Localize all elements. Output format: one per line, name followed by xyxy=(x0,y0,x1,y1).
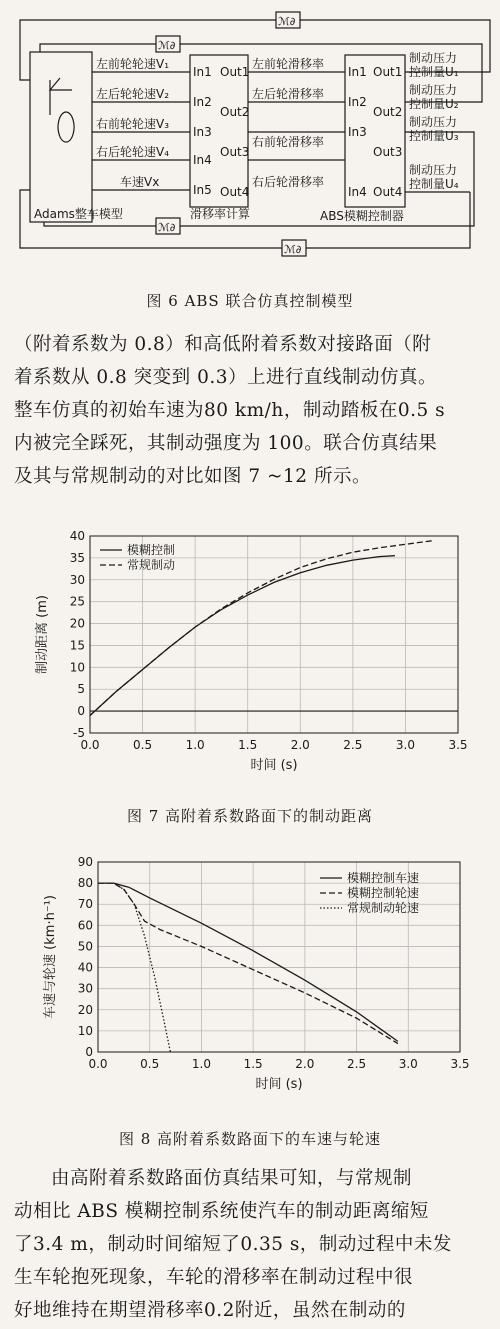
slip-out-port-2: Out2 xyxy=(220,105,250,119)
y-tick-label: 25 xyxy=(69,594,85,609)
abs-output-label-1b: 控制量U₁ xyxy=(409,65,459,79)
slip-out-port-3: Out3 xyxy=(220,145,250,159)
y-tick-label: 80 xyxy=(77,876,93,891)
abs-in-port-4: In4 xyxy=(348,185,367,199)
slip-output-label-2: 左后轮滑移率 xyxy=(252,87,325,101)
abs-in-port-1: In1 xyxy=(348,65,367,79)
abs-out-port-1: Out1 xyxy=(373,65,403,79)
y-tick-label: 40 xyxy=(77,960,93,975)
x-tick-label: 0.0 xyxy=(88,1057,108,1071)
y-tick-label: 70 xyxy=(77,897,93,912)
figure7-chart xyxy=(0,520,500,790)
y-tick-label: -5 xyxy=(73,726,85,740)
paragraph-1-line: 整车仿真的初始车速为80 km/h，制动踏板在0.5 s xyxy=(14,400,446,421)
x-tick-label: 0.0 xyxy=(80,738,100,752)
wheel-speed-label-2: 左后轮轮速V₂ xyxy=(96,87,170,101)
x-tick-label: 3.0 xyxy=(398,1057,418,1071)
x-tick-label: 1.0 xyxy=(185,738,205,752)
legend-entry: 模糊控制车速 xyxy=(347,871,420,885)
y-tick-label: 40 xyxy=(69,529,85,543)
abs-output-label-2b: 控制量U₂ xyxy=(409,97,459,111)
y-tick-label: 0 xyxy=(77,704,85,719)
paragraph-1-line: 内被完全踩死，其制动强度为 100。联合仿真结果 xyxy=(14,433,438,454)
figure7-caption: 图 7 高附着系数路面下的制动距离 xyxy=(126,807,374,825)
paragraph-2 xyxy=(14,1162,490,1327)
figure8-chart xyxy=(0,852,500,1112)
legend-entry: 常规制动轮速 xyxy=(347,901,420,915)
abs-output-label-1a: 制动压力 xyxy=(409,51,458,65)
wheel-speed-label-1: 左前轮轮速V₁ xyxy=(96,57,170,71)
slip-in-port-4: In4 xyxy=(193,153,212,167)
y-tick-label: 20 xyxy=(69,616,85,631)
figure6-block-diagram xyxy=(0,0,500,290)
abs-output-label-4a: 制动压力 xyxy=(409,163,458,177)
paragraph-2-line: 好地维持在期望滑移率0.2附近，虽然在制动的 xyxy=(14,1300,406,1321)
paragraph-1 xyxy=(14,328,490,493)
x-tick-label: 3.5 xyxy=(448,738,468,752)
slip-out-port-1: Out1 xyxy=(220,65,250,79)
abs-output-label-3a: 制动压力 xyxy=(409,115,458,129)
x-tick-label: 2.5 xyxy=(347,1057,367,1071)
x-axis-label: 时间 (s) xyxy=(250,758,298,773)
x-tick-label: 1.5 xyxy=(238,738,258,752)
wheel-speed-label-3: 右前轮轮速V₃ xyxy=(96,117,170,131)
paragraph-1-line: （附着系数为 0.8）和高低附着系数对接路面（附 xyxy=(14,334,432,355)
y-tick-label: 50 xyxy=(77,939,93,954)
slip-output-label-1: 左前轮滑移率 xyxy=(252,57,325,71)
slip-block-label: 滑移率计算 xyxy=(190,207,251,221)
abs-out-port-4: Out4 xyxy=(373,185,403,199)
x-tick-label: 2.5 xyxy=(343,738,363,752)
adams-block xyxy=(30,52,92,222)
y-tick-label: 10 xyxy=(69,660,85,675)
x-tick-label: 0.5 xyxy=(133,738,153,752)
paragraph-1-line: 着系数从 0.8 突变到 0.3）上进行直线制动仿真。 xyxy=(14,367,437,388)
abs-output-label-3b: 控制量U₃ xyxy=(409,129,459,143)
abs-out-port-2: Out2 xyxy=(373,105,403,119)
paragraph-2-line: 了3.4 m，制动时间缩短了0.35 s，制动过程中未发 xyxy=(14,1234,452,1255)
x-tick-label: 2.0 xyxy=(290,738,310,752)
y-tick-label: 90 xyxy=(77,855,93,869)
y-tick-label: 30 xyxy=(77,981,93,996)
slip-out-port-4: Out4 xyxy=(220,185,250,199)
y-axis-label: 制动距离 (m) xyxy=(35,595,50,674)
y-tick-label: 30 xyxy=(69,572,85,587)
adams-block-label: Adams整车模型 xyxy=(34,207,123,221)
slip-output-label-3: 右前轮滑移率 xyxy=(252,135,325,149)
y-tick-label: 5 xyxy=(77,682,85,697)
x-tick-label: 0.5 xyxy=(140,1057,160,1071)
y-tick-label: 35 xyxy=(69,550,85,565)
y-tick-label: 10 xyxy=(77,1023,93,1038)
feedback-symbol: ℳ∂ xyxy=(284,243,302,256)
x-tick-label: 3.5 xyxy=(450,1057,470,1071)
slip-in-port-2: In2 xyxy=(193,95,212,109)
x-axis-label: 时间 (s) xyxy=(255,1077,303,1092)
paragraph-2-line: 由高附着系数路面仿真结果可知，与常规制 xyxy=(51,1168,413,1189)
feedback-symbol: ℳ∂ xyxy=(158,39,176,52)
feedback-symbol: ℳ∂ xyxy=(278,15,296,28)
legend-entry: 模糊控制轮速 xyxy=(347,886,420,900)
y-tick-label: 60 xyxy=(77,918,93,933)
paragraph-2-line: 生车轮抱死现象，车轮的滑移率在制动过程中很 xyxy=(14,1267,414,1288)
paragraph-2-line: 动相比 ABS 模糊控制系统使汽车的制动距离缩短 xyxy=(14,1201,429,1222)
abs-output-label-4b: 控制量U₄ xyxy=(409,177,459,191)
legend-entry: 模糊控制 xyxy=(127,543,176,557)
slip-in-port-1: In1 xyxy=(193,65,212,79)
x-tick-label: 2.0 xyxy=(295,1057,315,1071)
abs-in-port-3: In3 xyxy=(348,125,367,139)
paragraph-1-line: 及其与常规制动的对比如图 7 ~12 所示。 xyxy=(14,466,371,487)
abs-in-port-2: In2 xyxy=(348,95,367,109)
abs-block-label: ABS模糊控制器 xyxy=(320,209,404,223)
x-tick-label: 3.0 xyxy=(395,738,415,752)
slip-in-port-5: In5 xyxy=(193,183,212,197)
legend-entry: 常规制动 xyxy=(127,558,176,572)
slip-output-label-4: 右后轮滑移率 xyxy=(252,175,325,189)
vehicle-speed-label: 车速Vx xyxy=(120,175,160,189)
y-tick-label: 20 xyxy=(77,1002,93,1017)
abs-out-port-3: Out3 xyxy=(373,145,403,159)
feedback-symbol: ℳ∂ xyxy=(158,221,176,234)
y-axis-label: 车速与轮速 (km·h⁻¹) xyxy=(43,895,58,1019)
y-tick-label: 0 xyxy=(85,1045,93,1059)
x-tick-label: 1.5 xyxy=(243,1057,263,1071)
y-tick-label: 15 xyxy=(69,638,85,653)
x-tick-label: 1.0 xyxy=(191,1057,211,1071)
figure6-caption: 图 6 ABS 联合仿真控制模型 xyxy=(146,292,354,310)
car-glyph-icon xyxy=(50,78,74,142)
slip-in-port-3: In3 xyxy=(193,125,212,139)
wheel-speed-label-4: 右后轮轮速V₄ xyxy=(96,145,170,159)
abs-output-label-2a: 制动压力 xyxy=(409,83,458,97)
figure8-caption: 图 8 高附着系数路面下的车速与轮速 xyxy=(118,1130,382,1148)
